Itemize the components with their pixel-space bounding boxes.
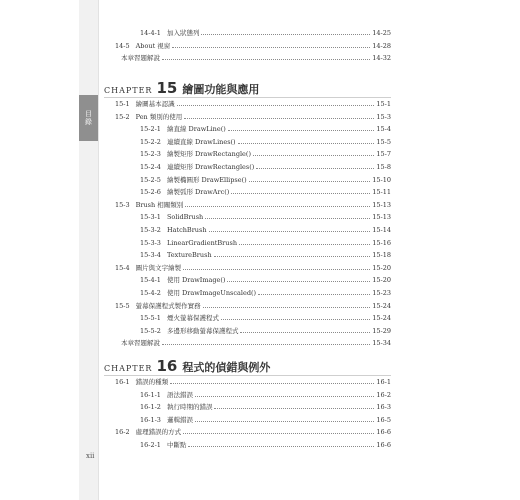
toc-entry[interactable] xyxy=(115,389,391,402)
toc-entry[interactable] xyxy=(115,376,391,389)
entry-number: 15-1 xyxy=(115,100,130,108)
entry-number: 15-4-2 xyxy=(140,288,161,297)
dot-leader xyxy=(231,192,370,194)
dot-leader xyxy=(256,167,374,169)
entry-title: About 視窗 xyxy=(135,41,171,50)
entry-number: 15-2-4 xyxy=(140,162,161,171)
toc-entry[interactable] xyxy=(115,337,391,350)
entry-title: 使用 DrawImage() xyxy=(166,276,226,285)
entry-title: 語法錯誤 xyxy=(166,390,193,399)
chapter-label: CHAPTER xyxy=(104,364,153,373)
toc-chapter-16 xyxy=(115,376,391,452)
entry-page: 16-5 xyxy=(376,415,391,424)
entry-number: 16-1 xyxy=(115,378,130,386)
entry-page: 14-32 xyxy=(372,54,391,63)
entry-number: 15-3 xyxy=(115,200,130,209)
entry-page: 15-13 xyxy=(372,200,391,209)
dot-leader xyxy=(162,58,370,60)
dot-leader xyxy=(201,33,370,35)
entry-number: 15-3-4 xyxy=(140,251,161,260)
toc-entry[interactable] xyxy=(115,211,391,224)
entry-title: 圖片與文字繪製 xyxy=(135,263,182,272)
dot-leader xyxy=(253,154,374,156)
entry-title: 繪直線 DrawLine() xyxy=(166,125,226,134)
entry-title: 執行時期的錯誤 xyxy=(166,403,213,412)
chapter-label: CHAPTER xyxy=(104,86,153,95)
toc-entry[interactable] xyxy=(115,98,391,111)
entry-number: 15-2 xyxy=(115,112,130,121)
entry-page: 16-3 xyxy=(376,403,391,412)
toc-entry[interactable] xyxy=(115,52,391,65)
entry-title: 本章習題解說 xyxy=(121,54,160,63)
entry-number: 14-5 xyxy=(115,41,130,50)
toc-entry[interactable] xyxy=(115,274,391,287)
entry-number: 15-3-3 xyxy=(140,238,161,247)
entry-title: 加入狀態列 xyxy=(166,29,200,37)
entry-number: 14-4-1 xyxy=(140,29,161,37)
entry-number: 15-5-2 xyxy=(140,326,161,335)
entry-number: 16-2-1 xyxy=(140,440,161,449)
dot-leader xyxy=(214,407,374,409)
toc-entry[interactable] xyxy=(115,287,391,300)
margin-line xyxy=(98,0,99,500)
dot-leader xyxy=(188,445,374,447)
toc-chapter-15 xyxy=(115,98,391,350)
dot-leader xyxy=(170,382,374,384)
entry-page: 15-7 xyxy=(376,150,391,159)
dot-leader xyxy=(258,293,370,295)
dot-leader xyxy=(184,117,374,119)
toc-entry[interactable] xyxy=(115,123,391,136)
dot-leader xyxy=(249,180,371,182)
dot-leader xyxy=(183,268,370,270)
entry-number: 16-2 xyxy=(115,428,130,437)
entry-title: 煙火螢幕保護程式 xyxy=(166,314,219,323)
dot-leader xyxy=(195,395,374,397)
toc-entry[interactable] xyxy=(115,426,391,439)
toc-top-section xyxy=(115,27,391,65)
entry-page: 15-11 xyxy=(372,188,391,197)
dot-leader xyxy=(209,230,371,232)
toc-entry[interactable] xyxy=(115,439,391,452)
dot-leader xyxy=(228,129,375,131)
entry-title: TextureBrush xyxy=(166,251,212,260)
entry-page: 16-1 xyxy=(376,378,391,386)
toc-entry[interactable] xyxy=(115,40,391,53)
side-tab: 目錄 xyxy=(79,95,98,141)
entry-title: 多邊形移動螢幕保護程式 xyxy=(166,326,239,335)
entry-page: 15-14 xyxy=(372,225,391,234)
entry-number: 15-2-5 xyxy=(140,175,161,184)
toc-entry[interactable] xyxy=(115,27,391,40)
entry-page: 16-6 xyxy=(376,440,391,449)
entry-page: 15-29 xyxy=(372,326,391,335)
entry-title: LinearGradientBrush xyxy=(166,238,237,247)
entry-page: 15-24 xyxy=(372,301,391,310)
entry-title: 繪製橢圓形 DrawEllipse() xyxy=(166,175,247,184)
dot-leader xyxy=(162,343,370,345)
chapter-title: 程式的偵錯與例外 xyxy=(182,361,271,374)
entry-page: 15-8 xyxy=(376,162,391,171)
toc-entry[interactable] xyxy=(115,136,391,149)
dot-leader xyxy=(183,432,374,434)
entry-page: 15-3 xyxy=(376,112,391,121)
entry-title: 連續矩形 DrawRectangles() xyxy=(166,162,255,171)
entry-page: 15-18 xyxy=(372,251,391,260)
entry-title: HatchBrush xyxy=(166,225,207,234)
entry-page: 16-2 xyxy=(376,390,391,399)
entry-page: 15-23 xyxy=(372,288,391,297)
entry-page: 14-25 xyxy=(372,29,391,37)
entry-number: 15-2-1 xyxy=(140,125,161,134)
entry-number: 16-1-3 xyxy=(140,415,161,424)
toc-entry[interactable] xyxy=(115,148,391,161)
entry-page: 15-5 xyxy=(376,137,391,146)
toc-entry[interactable] xyxy=(115,401,391,414)
dot-leader xyxy=(227,280,370,282)
dot-leader xyxy=(177,104,375,106)
entry-number: 15-3-2 xyxy=(140,225,161,234)
toc-entry[interactable] xyxy=(115,237,391,250)
toc-entry[interactable] xyxy=(115,186,391,199)
toc-entry[interactable] xyxy=(115,174,391,187)
entry-page: 16-6 xyxy=(376,428,391,437)
entry-title: 螢幕保護程式製作實務 xyxy=(135,301,201,310)
entry-page: 15-16 xyxy=(372,238,391,247)
dot-leader xyxy=(203,306,371,308)
entry-title: 中斷點 xyxy=(166,440,187,449)
entry-page: 15-10 xyxy=(372,175,391,184)
toc-entry[interactable] xyxy=(115,325,391,338)
entry-number: 15-4-1 xyxy=(140,276,161,285)
entry-page: 15-20 xyxy=(372,263,391,272)
toc-entry[interactable] xyxy=(115,224,391,237)
entry-title: 邏輯錯誤 xyxy=(166,415,193,424)
dot-leader xyxy=(205,217,370,219)
entry-number: 15-5 xyxy=(115,301,130,310)
entry-title: SolidBrush xyxy=(166,213,204,222)
entry-page: 15-24 xyxy=(372,314,391,323)
dot-leader xyxy=(239,243,370,245)
entry-title: 錯誤的種類 xyxy=(135,378,169,386)
toc-entry[interactable] xyxy=(115,161,391,174)
entry-title: 繪製矩形 DrawRectangle() xyxy=(166,150,251,159)
dot-leader xyxy=(221,318,370,320)
entry-number: 15-5-1 xyxy=(140,314,161,323)
entry-title: Brush 相關類別 xyxy=(135,200,184,209)
margin-strip xyxy=(79,0,98,500)
toc-entry[interactable] xyxy=(115,111,391,124)
toc-entry[interactable] xyxy=(115,262,391,275)
dot-leader xyxy=(238,142,375,144)
toc-entry[interactable] xyxy=(115,199,391,212)
toc-entry[interactable] xyxy=(115,249,391,262)
entry-page: 15-13 xyxy=(372,213,391,222)
entry-title: 本章習題解說 xyxy=(121,339,160,348)
entry-number: 15-2-3 xyxy=(140,150,161,159)
entry-number: 15-3-1 xyxy=(140,213,161,222)
dot-leader xyxy=(195,420,374,422)
entry-page: 15-20 xyxy=(372,276,391,285)
dot-leader xyxy=(185,205,370,207)
dot-leader xyxy=(172,46,370,48)
entry-page: 14-28 xyxy=(372,41,391,50)
entry-number: 15-4 xyxy=(115,263,130,272)
entry-number: 16-1-1 xyxy=(140,390,161,399)
toc-entry[interactable] xyxy=(115,312,391,325)
entry-page: 15-1 xyxy=(376,100,391,108)
entry-title: 繪製弧形 DrawArc() xyxy=(166,188,230,197)
chapter-number: 16 xyxy=(156,357,178,375)
toc-entry[interactable] xyxy=(115,300,391,313)
chapter-heading xyxy=(104,357,270,377)
entry-number: 15-2-2 xyxy=(140,137,161,146)
page-number: xii xyxy=(86,452,95,460)
entry-title: 連續直線 DrawLines() xyxy=(166,137,236,146)
entry-title: 使用 DrawImageUnscaled() xyxy=(166,288,257,297)
entry-number: 15-2-6 xyxy=(140,188,161,197)
dot-leader xyxy=(214,255,371,257)
entry-title: Pen 類別的使用 xyxy=(135,112,183,121)
entry-title: 處理錯誤的方式 xyxy=(135,428,182,437)
entry-number: 16-1-2 xyxy=(140,403,161,412)
chapter-number: 15 xyxy=(156,79,178,97)
entry-page: 15-34 xyxy=(372,339,391,348)
toc-entry[interactable] xyxy=(115,414,391,427)
entry-title: 繪圖基本認識 xyxy=(135,100,175,108)
chapter-title: 繪圖功能與應用 xyxy=(182,83,260,96)
dot-leader xyxy=(240,331,370,333)
chapter-heading xyxy=(104,79,259,99)
entry-page: 15-4 xyxy=(376,125,391,134)
